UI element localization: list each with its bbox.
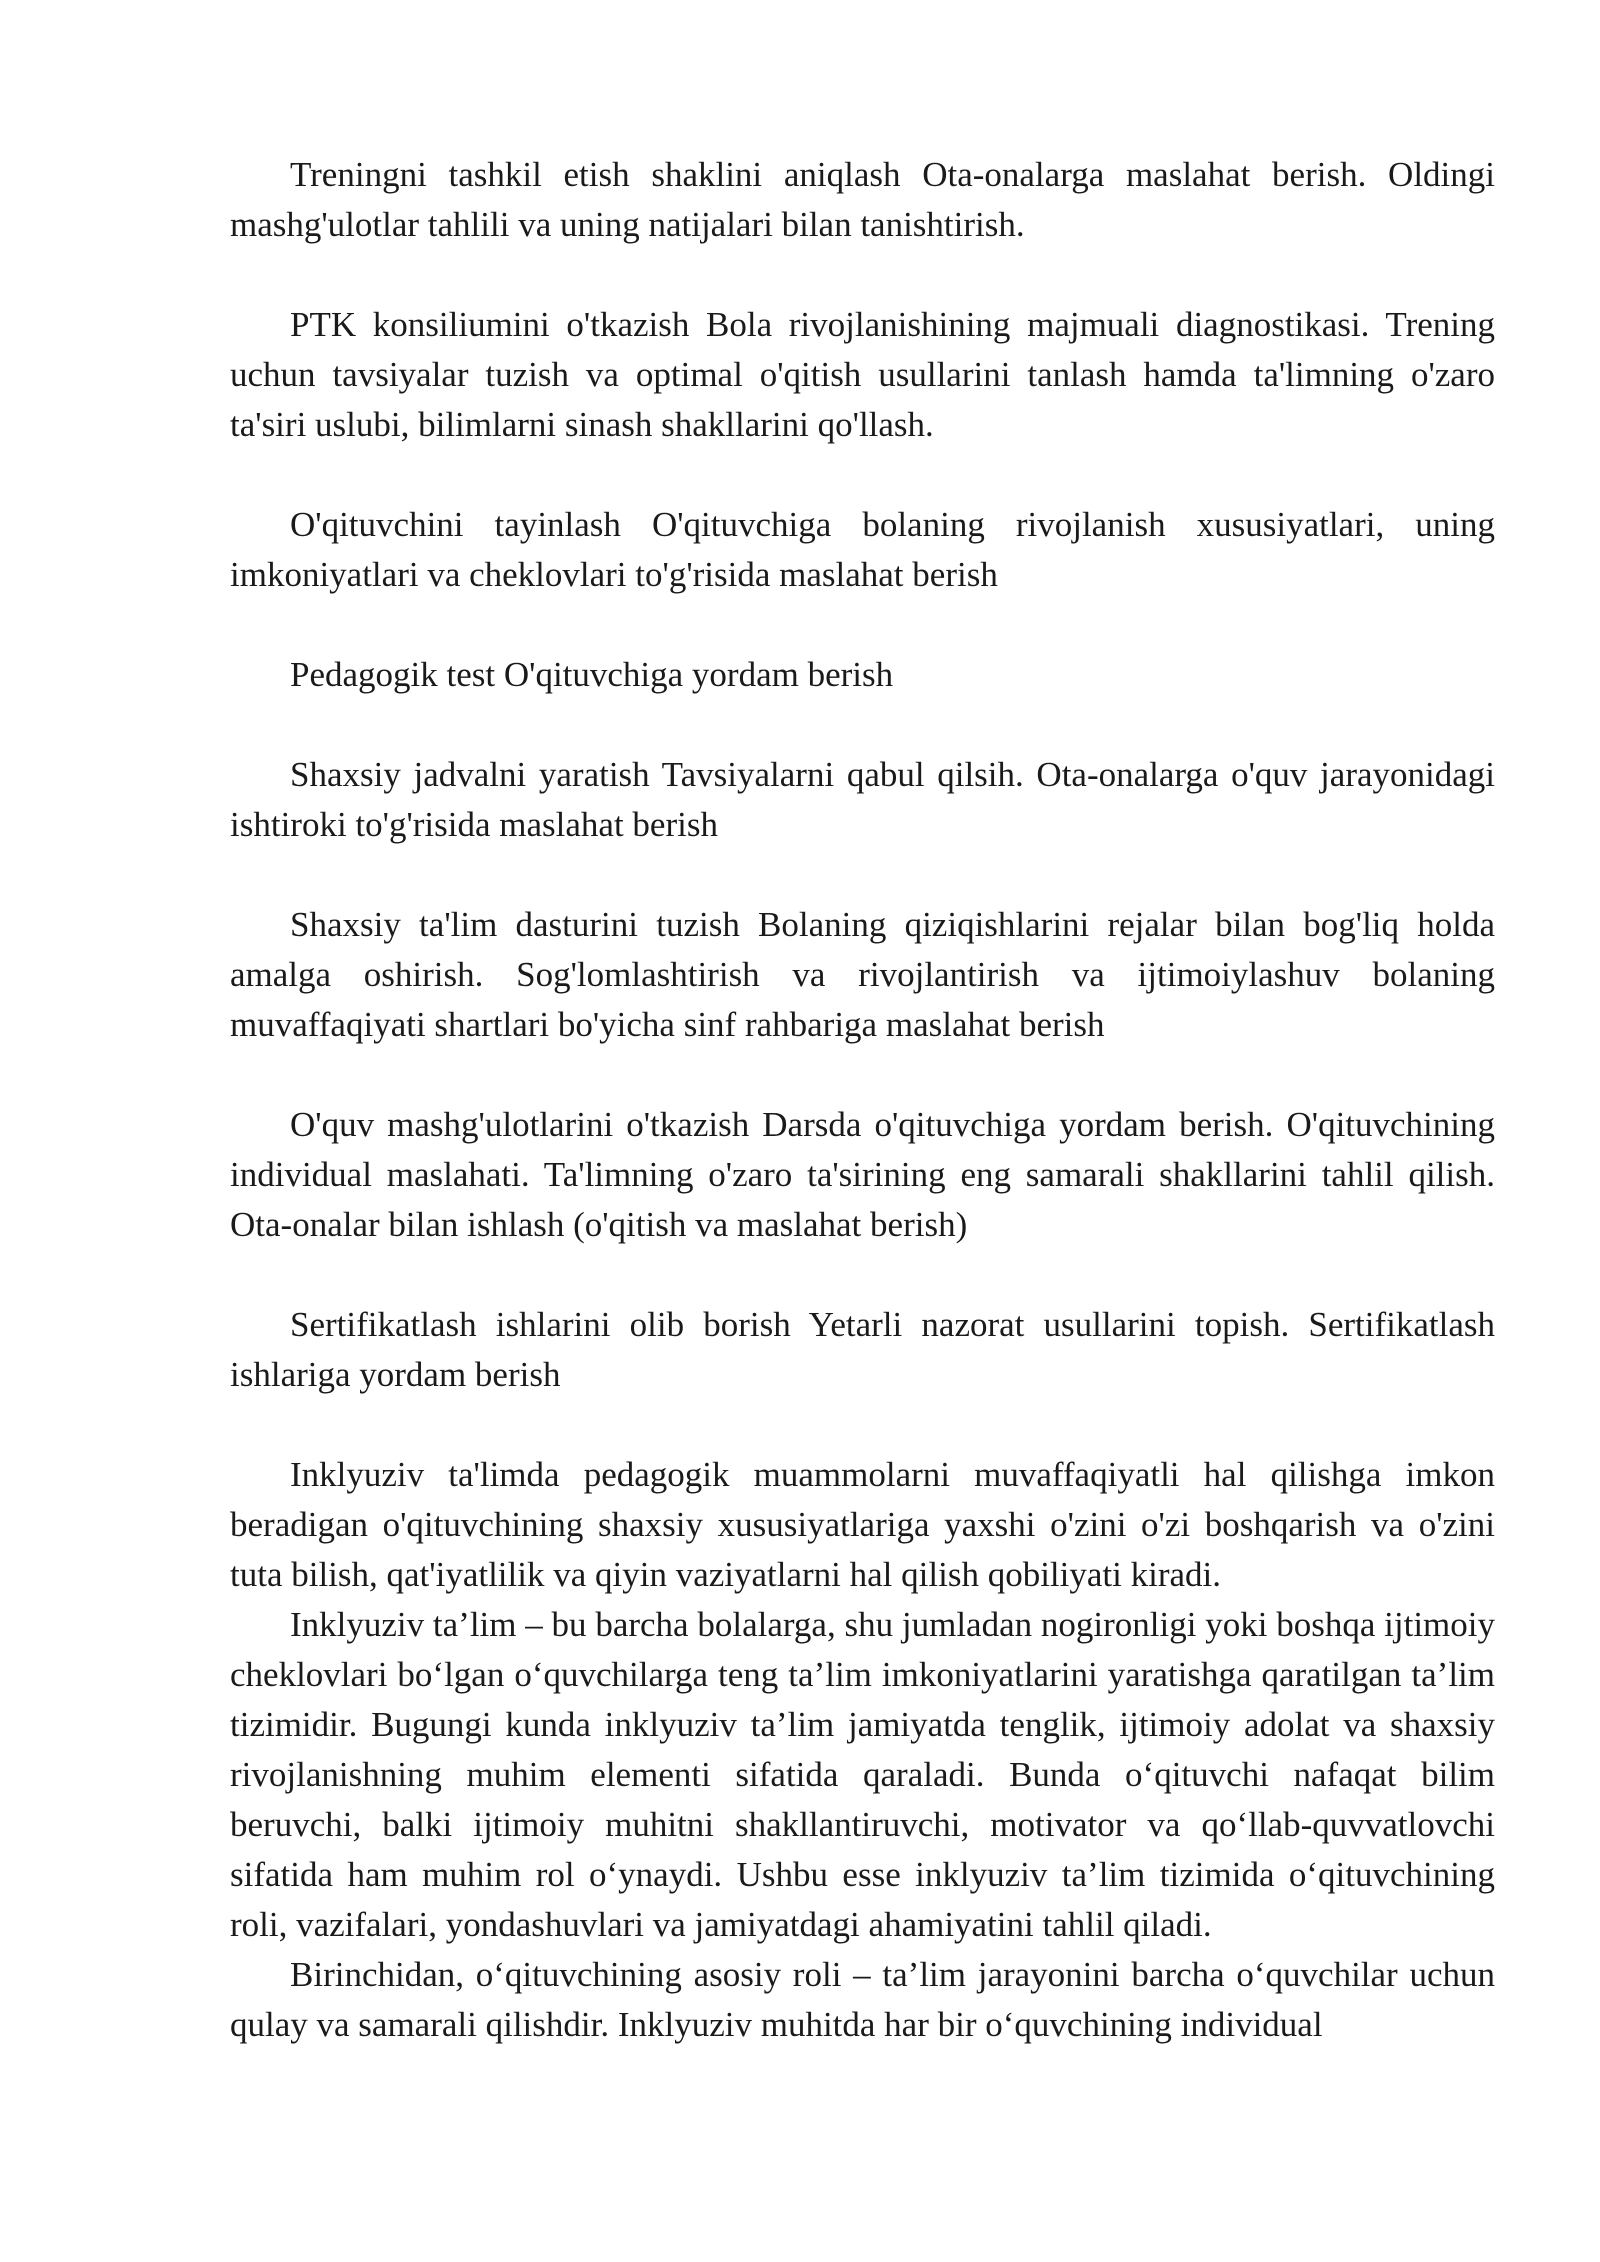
paragraph-teacher-assignment: O'qituvchini tayinlash O'qituvchiga bolaning rivojlanish xususiyatlari, uning imkoniyatlari va cheklovlari to'g'risida maslahat berish bbox=[230, 505, 1495, 594]
paragraph-ptk-consilium: PTK konsiliumini o'tkazish Bola rivojlanishining majmuali diagnostikasi. Trening uchun tavsiyalar tuzish va optimal o'qitish usullarini tanlash hamda ta'limning o'zaro ta'siri uslubi, bilimlarni sinash shakllarini qo'llash. bbox=[230, 305, 1495, 444]
paragraph-lessons: O'quv mashg'ulotlarini o'tkazish Darsda o'qituvchiga yordam berish. O'qituvchining individual maslahati. Ta'limning o'zaro ta'sirining eng samarali shakllarini tahlil qilish. Ota-onalar bilan ishlash (o'qitish va maslahat berish) bbox=[230, 1105, 1495, 1244]
paragraph-pedagogical-test: Pedagogik test O'qituvchiga yordam berish bbox=[290, 655, 894, 694]
paragraph-firstly: Birinchidan, o‘qituvchining asosiy roli – ta’lim jarayonini barcha o‘quvchilar uchun qulay va samarali qilishdir. Inklyuziv muhitda har bir o‘quvchining individual bbox=[230, 1955, 1495, 2044]
paragraph-certification: Sertifikatlash ishlarini olib borish Yetarli nazorat usullarini topish. Sertifikatlash ishlariga yordam berish bbox=[230, 1305, 1495, 1394]
paragraph-inclusive-education: Inklyuziv ta’lim – bu barcha bolalarga, shu jumladan nogironligi yoki boshqa ijtimoiy cheklovlari bo‘lgan o‘quvchilarga teng ta’lim imkoniyatlarini yaratishga qaratilgan ta’lim tizimidir. Bugungi kunda inklyuziv ta’lim jamiyatda tenglik, ijtimoiy adolat va shaxsiy rivojlanishning muhim elementi sifatida qaraladi. Bunda o‘qituvchi nafaqat bilim beruvchi, balki ijtimoiy muhitni shakllantiruvchi, motivator va qo‘llab-quvvatlovchi sifatida ham muhim rol o‘ynaydi. Ushbu esse inklyuziv ta’lim tizimida o‘qituvchining roli, vazifalari, yondashuvlari va jamiyatdagi ahamiyatini tahlil qiladi. bbox=[230, 1605, 1495, 1944]
paragraph-training-organization: Treningni tashkil etish shaklini aniqlash Ota-onalarga maslahat berish. Oldingi mashg'ulotlar tahlili va uning natijalari bilan tanishtirish. bbox=[230, 155, 1495, 244]
paragraph-personal-program: Shaxsiy ta'lim dasturini tuzish Bolaning qiziqishlarini rejalar bilan bog'liq holda amalga oshirish. Sog'lomlashtirish va rivojlantirish va ijtimoiylashuv bolaning muvaffaqiyati shartlari bo'yicha sinf rahbariga maslahat berish bbox=[230, 905, 1495, 1044]
paragraph-personal-schedule: Shaxsiy jadvalni yaratish Tavsiyalarni qabul qilsih. Ota-onalarga o'quv jarayonidagi ishtiroki to'g'risida maslahat berish bbox=[230, 755, 1495, 844]
paragraph-teacher-qualities: Inklyuziv ta'limda pedagogik muammolarni muvaffaqiyatli hal qilishga imkon beradigan o'qituvchining shaxsiy xususiyatlariga yaxshi o'zini o'zi boshqarish va o'zini tuta bilish, qat'iyatlilik va qiyin vaziyatlarni hal qilish qobiliyati kiradi. bbox=[230, 1455, 1495, 1594]
document-page bbox=[230, 150, 1495, 2050]
